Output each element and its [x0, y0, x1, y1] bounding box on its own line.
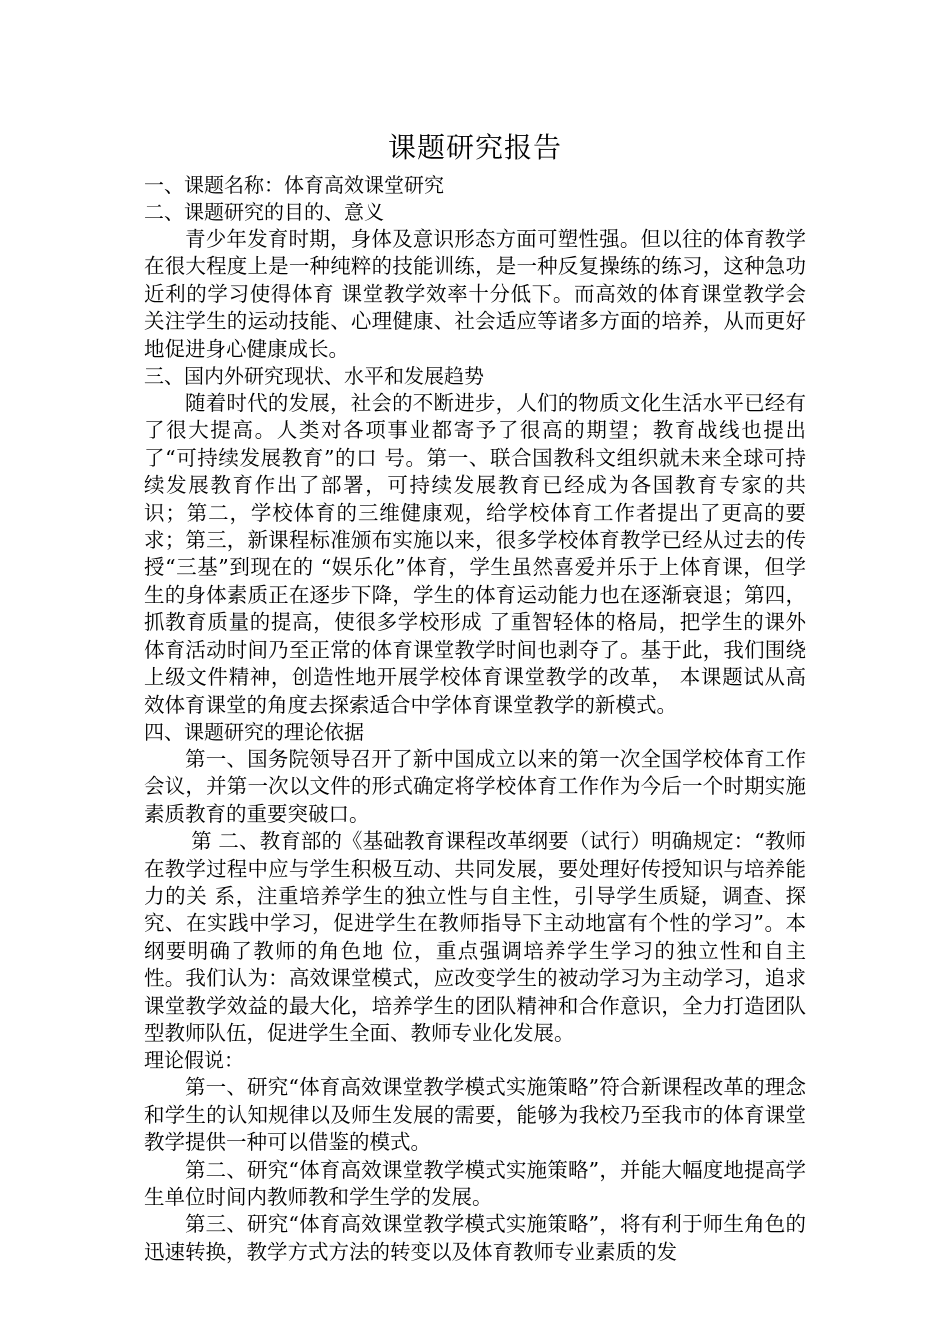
section-heading-hypothesis: 理论假说： — [144, 1048, 244, 1073]
paragraph-research-status: 随着时代的发展，社会的不断进步，人们的物质文化生活水平已经有了很大提高。人类对各项事业都寄予了很高的期望；教育战线也提出了“可持续发展教育”的口 号。第一、联合国教科文组织就未来全球可持续发展教育作出了部署，可持续发展教育已经成为各国教育专家的共 识；第二，学校体育的三维健康观，给学校体育工作者提出了更高的要求；第三，新课程标准颁布实施以来，很多学校体育教学已经从过去的传授“三基”到现在的 “娱乐化”体育，学生虽然喜爱并乐于上体育课，但学生的身体素质正在逐步下降，学生的体育运动能力也在逐渐衰退；第四，抓教育质量的提高，使很多学校形成 了重智轻体的格局，把学生的课外体育活动时间乃至正常的体育课堂教学时间也剥夺了。基于此，我们围绕上级文件精神，创造性地开展学校体育课堂教学的改革， 本课题试从高效体育课堂的角度去探索适合中学体育课堂教学的新模式。 — [144, 391, 806, 717]
paragraph-hypothesis-1: 第一、研究“体育高效课堂教学模式实施策略”符合新课程改革的理念和学生的认知规律以及师生发展的需要，能够为我校乃至我市的体育课堂教学提供一种可以借鉴的模式。 — [144, 1075, 806, 1155]
paragraph-theory-basis-2: 第 二、教育部的《基础教育课程改革纲要（试行）明确规定：“教师在教学过程中应与学生积极互动、共同发展，要处理好传授知识与培养能力的关 系，注重培养学生的独立性与自主性，引导学生质疑，调查、探究、在实践中学习，促进学生在教师指导下主动地富有个性的学习”。本纲要明确了教师的角色地 位，重点强调培养学生学习的独立性和自主性。我们认为：高效课堂模式，应改变学生的被动学习为主动学习，追求课堂教学效益的最大化，培养学生的团队精神和合作意识，全力打造团队型教师队伍，促进学生全面、教师专业化发展。 — [144, 829, 806, 1045]
paragraph-hypothesis-3: 第三、研究“体育高效课堂教学模式实施策略”，将有利于师生角色的迅速转换，教学方式方法的转变以及体育教师专业素质的发 — [144, 1212, 806, 1264]
section-heading-research-status: 三、国内外研究现状、水平和发展趋势 — [144, 364, 484, 389]
section-heading-theory-basis: 四、课题研究的理论依据 — [144, 719, 364, 744]
section-heading-purpose: 二、课题研究的目的、意义 — [144, 200, 384, 224]
paragraph-hypothesis-2: 第二、研究“体育高效课堂教学模式实施策略”，并能大幅度地提高学生单位时间内教师教和学生学的发展。 — [144, 1157, 806, 1209]
document-title: 课题研究报告 — [387, 131, 562, 164]
section-heading-topic-name: 一、课题名称：体育高效课堂研究 — [144, 173, 444, 197]
document-page — [144, 130, 806, 1266]
paragraph-purpose: 青少年发育时期，身体及意识形态方面可塑性强。但以往的体育教学在很大程度上是一种纯粹的技能训练，是一种反复操练的练习，这种急功近利的学习使得体育 课堂教学效率十分低下。而高效的体育课堂教学会关注学生的运动技能、心理健康、社会适应等诸多方面的培养，从而更好地促进身心健康成长。 — [144, 227, 806, 361]
paragraph-theory-basis-1: 第一、国务院领导召开了新中国成立以来的第一次全国学校体育工作会议，并第一次以文件的形式确定将学校体育工作作为今后一个时期实施素质教育的重要突破口。 — [144, 746, 806, 826]
